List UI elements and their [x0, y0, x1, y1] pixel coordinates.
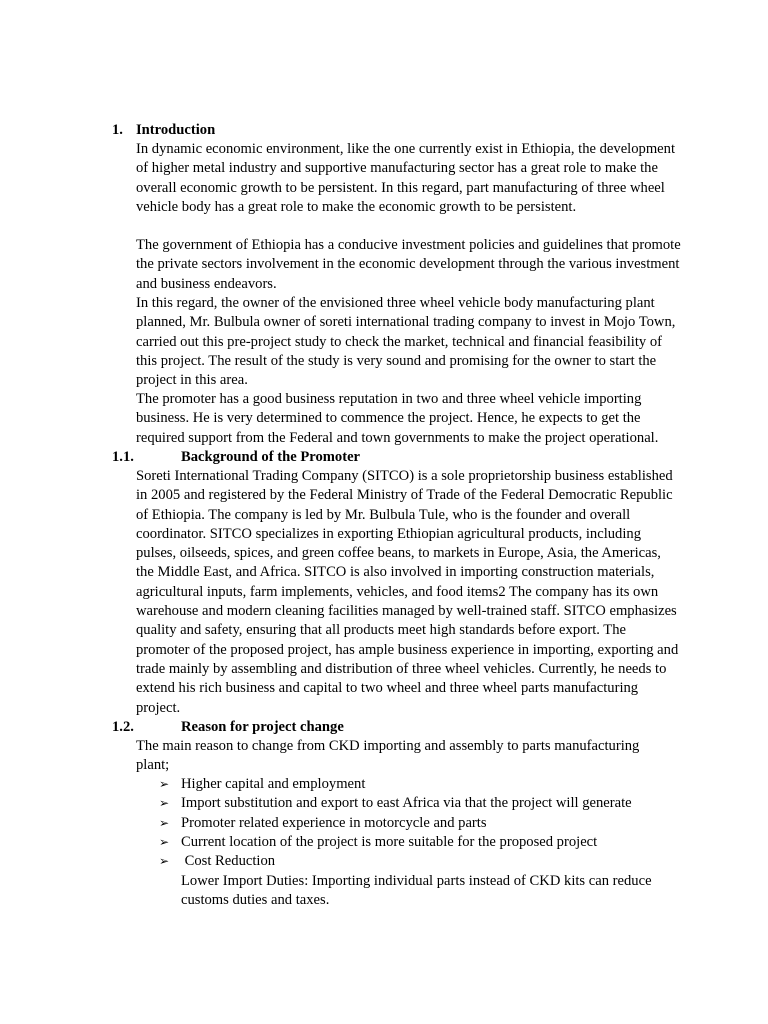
list-item: [159, 794, 699, 813]
list-item: [159, 833, 699, 852]
heading-number: 1.1.: [112, 449, 134, 465]
heading-number: 1.2.: [112, 719, 134, 735]
list-item-text: Import substitution and export to east Africa via that the project will generate: [181, 795, 632, 812]
list-item: [159, 852, 699, 871]
reason-intro: The main reason to change from CKD importing and assembly to parts manufacturing plant;: [136, 738, 640, 774]
list-item-text: Cost Reduction: [181, 853, 276, 870]
intro-paragraph-1: In dynamic economic environment, like the one currently exist in Ethiopia, the development of higher metal industry and supportive manufacturing sector has a great role to make the overall economic growth to be persistent. In this regard, part manufacturing of three wheel vehicle body has a great role to make the economic growth to be persistent.: [136, 141, 675, 215]
list-item: [159, 814, 699, 833]
heading-reason: [112, 718, 512, 738]
arrow-bullet-icon: ➢: [159, 777, 170, 791]
list-item-text: Higher capital and employment: [181, 776, 366, 792]
list-item: [159, 775, 699, 794]
intro-paragraph-4: The promoter has a good business reputation in two and three wheel vehicle importing business. He is very determined to commence the project. Hence, he expects to get the required support from the Federal and town governments to make the project operational.: [136, 391, 659, 446]
arrow-bullet-icon: ➢: [159, 834, 170, 849]
cost-reduction-detail: Lower Import Duties: Importing individual parts instead of CKD kits can reduce customs duties and taxes.: [181, 873, 652, 909]
arrow-bullet-icon: ➢: [159, 854, 170, 869]
heading-background: [112, 448, 512, 468]
heading-title: Introduction: [136, 122, 216, 138]
arrow-bullet-icon: ➢: [159, 815, 170, 830]
intro-paragraph-2: The government of Ethiopia has a conducive investment policies and guidelines that promote the private sectors involvement in the economic development through the various investment and business endeavors.: [136, 237, 681, 292]
heading-title: Background of the Promoter: [181, 449, 361, 465]
intro-paragraph-3: In this regard, the owner of the envisioned three wheel vehicle body manufacturing plant planned, Mr. Bulbula owner of soreti international trading company to invest in Mojo Town, carried out this pre-project study to check the market, technical and financial feasibility of this project. The result of the study is very sound and promising for the owner to start the project in this area.: [136, 295, 676, 389]
heading-number: 1.: [112, 122, 123, 138]
reason-bullet-list: [159, 775, 699, 871]
arrow-bullet-icon: ➢: [159, 796, 170, 811]
heading-introduction: [112, 121, 412, 141]
list-item-text: Promoter related experience in motorcycle and parts: [181, 814, 487, 831]
list-item-text: Current location of the project is more suitable for the proposed project: [181, 833, 598, 850]
heading-title: Reason for project change: [181, 719, 344, 735]
background-paragraph: Soreti International Trading Company (SITCO) is a sole proprietorship business established in 2005 and registered by the Federal Ministry of Trade of the Federal Democratic Republic of Ethiopia. The company is led by Mr. Bulbula Tule, who is the founder and overall coordinator. SITCO specializes in exporting Ethiopian agricultural products, including pulses, oilseeds, spices, and green coffee beans, to markets in Europe, Asia, the Americas, the Middle East, and Africa. SITCO is also involved in importing construction materials, agricultural inputs, farm implements, vehicles, and food items2 The company has its own warehouse and modern cleaning facilities managed by well-trained staff. SITCO emphasizes quality and safety, ensuring that all products meet high standards before export. The promoter of the proposed project, has ample business experience in importing, exporting and trade mainly by assembling and distribution of three wheel vehicles. Currently, he needs to extend his rich business and capital to two wheel and three wheel parts manufacturing project.: [136, 468, 679, 716]
